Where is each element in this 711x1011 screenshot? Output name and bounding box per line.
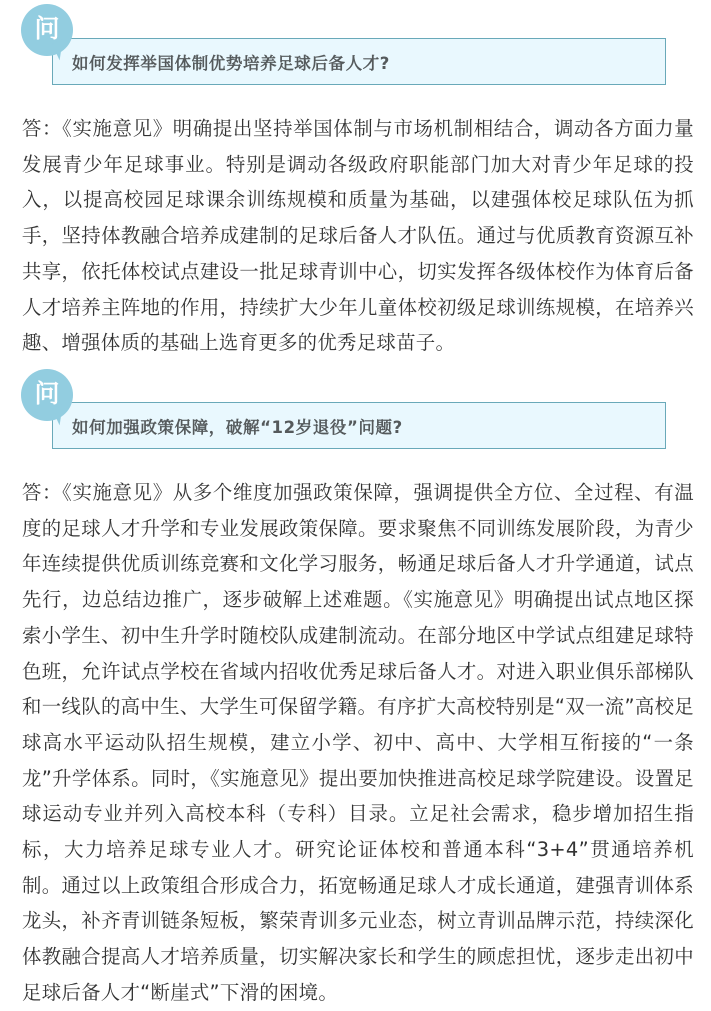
question-bubble-label: 问 [34, 379, 60, 408]
question-box [52, 402, 666, 449]
answer-paragraph: 答：《实施意见》明确提出坚持举国体制与市场机制相结合，调动各方面力量发展青少年足球事业。特别是调动各级政府职能部门加大对青少年足球的投入，以提高校园足球课余训练规模和质量为基础，以建强体校足球队伍为抓手，坚持体教融合培养成建制的足球后备人才队伍。通过与优质教育资源互补共享，依托体校试点建设一批足球青训中心，切实发挥各级体校作为体育后备人才培养主阵地的作用，持续扩大少年儿童体校初级足球训练规模，在培养兴趣、增强体质的基础上选育更多的优秀足球苗子。 [22, 117, 694, 355]
question-bubble-icon [21, 369, 73, 421]
answer-paragraph: 答：《实施意见》从多个维度加强政策保障，强调提供全方位、全过程、有温度的足球人才升学和专业发展政策保障。要求聚焦不同训练发展阶段，为青少年连续提供优质训练竞赛和文化学习服务，畅通足球后备人才升学通道，试点先行，边总结边推广，逐步破解上述难题。《实施意见》明确提出试点地区探索小学生、初中生升学时随校队成建制流动。在部分地区中学试点组建足球特色班，允许试点学校在省域内招收优秀足球后备人才。对进入职业俱乐部梯队和一线队的高中生、大学生可保留学籍。有序扩大高校特别是“双一流”高校足球高水平运动队招生规模，建立小学、初中、高中、大学相互衔接的“一条龙”升学体系。同时，《实施意见》提出要加快推进高校足球学院建设。设置足球运动专业并列入高校本科（专科）目录。立足社会需求，稳步增加招生指标，大力培养足球专业人才。研究论证体校和普通本科“3+4”贯通培养机制。通过以上政策组合形成合力，拓宽畅通足球人才成长通道，建强青训体系龙头，补齐青训链条短板，繁荣青训多元业态，树立青训品牌示范，持续深化体教融合提高人才培养质量，切实解决家长和学生的顾虑担忧，逐步走出初中足球后备人才“断崖式”下滑的困境。 [22, 481, 694, 1004]
question-title: 如何发挥举国体制优势培养足球后备人才? [72, 54, 390, 73]
question-title: 如何加强政策保障，破解“12岁退役”问题? [72, 418, 403, 437]
question-box [52, 38, 666, 85]
question-header [0, 369, 711, 459]
question-header [0, 4, 711, 94]
question-bubble-icon [21, 4, 73, 56]
qa-section-2 [0, 369, 711, 1004]
qa-section-1 [0, 4, 711, 355]
question-bubble-label: 问 [34, 14, 60, 43]
